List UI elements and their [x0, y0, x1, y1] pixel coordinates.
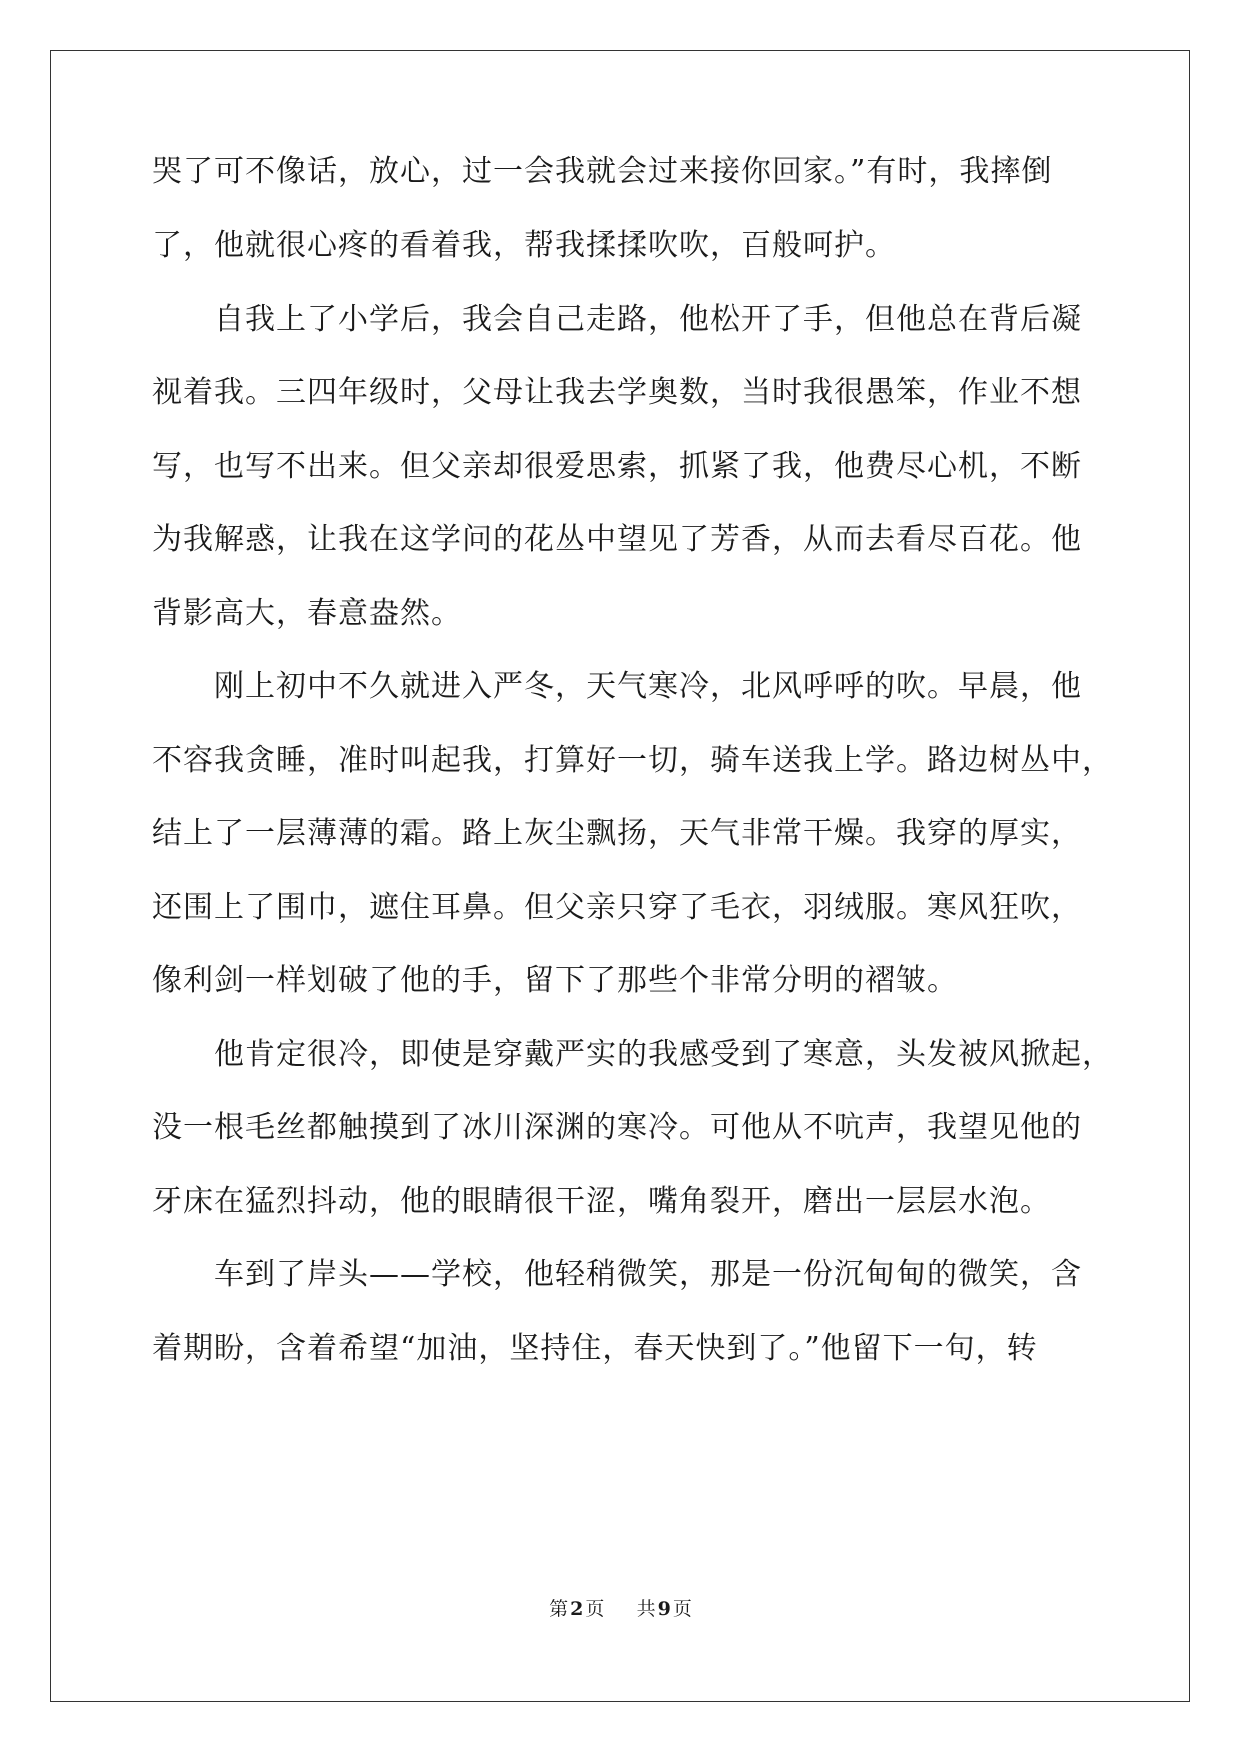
page-prefix: 第 — [549, 1598, 569, 1620]
paragraph-first-line: 自我上了小学后，我会自己走路，他松开了手，但他总在背后凝 — [214, 302, 1082, 337]
text-line: 牙床在猛烈抖动，他的眼睛很干涩，嘴角裂开，磨出一层层水泡。 — [152, 1184, 1051, 1219]
text-line: 还围上了围巾，遮住耳鼻。但父亲只穿了毛衣，羽绒服。寒风狂吹， — [152, 890, 1082, 925]
text-line: 没一根毛丝都触摸到了冰川深渊的寒冷。可他从不吭声，我望见他的 — [152, 1110, 1082, 1145]
paragraph-first-line: 刚上初中不久就进入严冬，天气寒冷，北风呼呼的吹。早晨，他 — [214, 669, 1082, 704]
text-line: 结上了一层薄薄的霜。路上灰尘飘扬，天气非常干燥。我穿的厚实， — [152, 816, 1082, 851]
text-line: 为我解惑，让我在这学问的花丛中望见了芳香，从而去看尽百花。他 — [152, 522, 1082, 557]
paragraph-first-line: 车到了岸头——学校，他轻稍微笑，那是一份沉甸甸的微笑，含 — [214, 1257, 1082, 1292]
total-prefix: 共 — [636, 1598, 656, 1620]
text-line: 像利剑一样划破了他的手，留下了那些个非常分明的褶皱。 — [152, 963, 958, 998]
total-pages: 9 — [657, 1598, 671, 1620]
text-line: 写，也写不出来。但父亲却很爱思索，抓紧了我，他费尽心机，不断 — [152, 449, 1082, 484]
page-border — [50, 50, 1190, 1702]
page-suffix: 页 — [585, 1598, 605, 1620]
text-line: 哭了可不像话，放心，过一会我就会过来接你回家。”有时，我摔倒 — [152, 154, 1053, 189]
page-indicator — [547, 1598, 606, 1620]
page-footer — [0, 1594, 1241, 1621]
total-suffix: 页 — [672, 1598, 692, 1620]
total-pages-indicator — [635, 1598, 694, 1620]
paragraph-first-line: 他肯定很冷，即使是穿戴严实的我感受到了寒意，头发被风掀起， — [214, 1037, 1113, 1072]
text-line: 着期盼，含着希望“加油，坚持住，春天快到了。”他留下一句，转 — [152, 1331, 1038, 1366]
text-line: 视着我。三四年级时，父母让我去学奥数，当时我很愚笨，作业不想 — [152, 375, 1082, 410]
text-line: 了，他就很心疼的看着我，帮我揉揉吹吹，百般呵护。 — [152, 228, 896, 263]
text-line: 背影高大，春意盎然。 — [152, 596, 462, 631]
page-number: 2 — [570, 1598, 584, 1620]
text-line: 不容我贪睡，准时叫起我，打算好一切，骑车送我上学。路边树丛中， — [152, 743, 1113, 778]
